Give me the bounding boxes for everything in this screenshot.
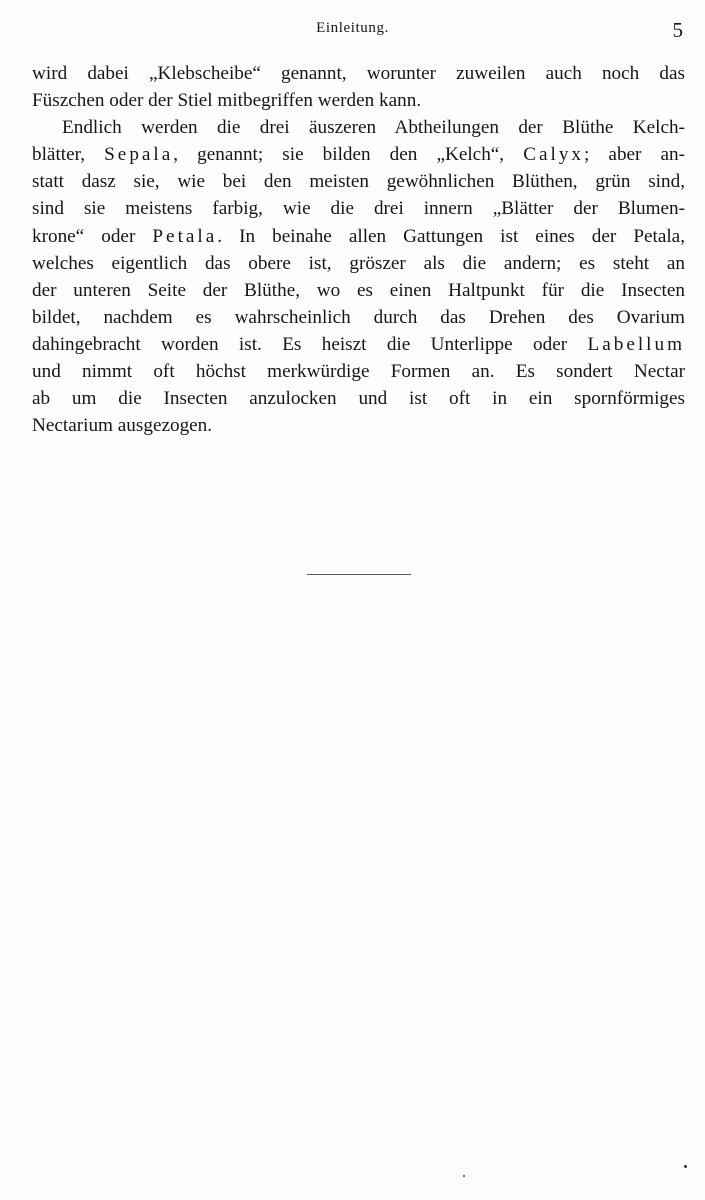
text-line: wird dabei „Klebscheibe“ genannt, worunter zuweilen auch noch das <box>32 63 685 84</box>
text-line: und nimmt oft höchst merkwürdige Formen an. Es sondert Nectar <box>32 361 685 383</box>
running-header-title: Einleitung. <box>316 20 389 36</box>
latin-term-petala: Petala <box>152 225 218 247</box>
text-line <box>32 331 685 358</box>
text-fragment: blätter, <box>32 144 86 166</box>
text-line <box>32 223 685 250</box>
text-line: bildet, nachdem es wahrscheinlich durch das Drehen des Ovarium <box>32 306 685 328</box>
text-fragment: dahingebracht worden ist. Es heiszt die Unterlippe oder <box>32 333 568 355</box>
text-line: Nectarium ausgezogen. <box>32 415 213 437</box>
running-header <box>0 18 705 46</box>
text-line: ab um die Insecten anzulocken und ist oft in ein spornförmiges <box>32 388 685 410</box>
text-line: der unteren Seite der Blüthe, wo es einen Haltpunkt für die Insecten <box>32 279 685 301</box>
latin-term-sepala: Sepala <box>104 144 174 166</box>
body-text <box>32 60 685 439</box>
paper-speck <box>463 1175 465 1177</box>
paper-speck <box>684 1165 687 1168</box>
latin-term-labellum: Labellum <box>587 333 686 355</box>
text-line: Füszchen oder der Stiel mitbegriffen werden kann. <box>32 90 422 112</box>
page-number: 5 <box>672 18 683 42</box>
text-line: sind sie meistens farbig, wie die drei innern „Blätter der Blumen- <box>32 198 685 220</box>
text-line: Endlich werden die drei äuszeren Abtheilungen der Blüthe Kelch- <box>62 117 685 139</box>
section-end-rule <box>307 574 411 575</box>
text-line <box>32 141 685 168</box>
text-fragment: krone“ oder <box>32 225 136 247</box>
latin-term-calyx: Calyx <box>523 144 585 166</box>
text-fragment: , genannt; sie bilden den „Kelch“, <box>173 144 505 166</box>
text-fragment: . In beinahe allen Gattungen ist eines der Petala, <box>217 225 685 247</box>
text-fragment: ; aber an- <box>584 144 686 166</box>
text-line: welches eigentlich das obere ist, gröszer als die andern; es steht an <box>32 252 685 274</box>
text-line: statt dasz sie, wie bei den meisten gewöhnlichen Blüthen, grün sind, <box>32 171 685 193</box>
